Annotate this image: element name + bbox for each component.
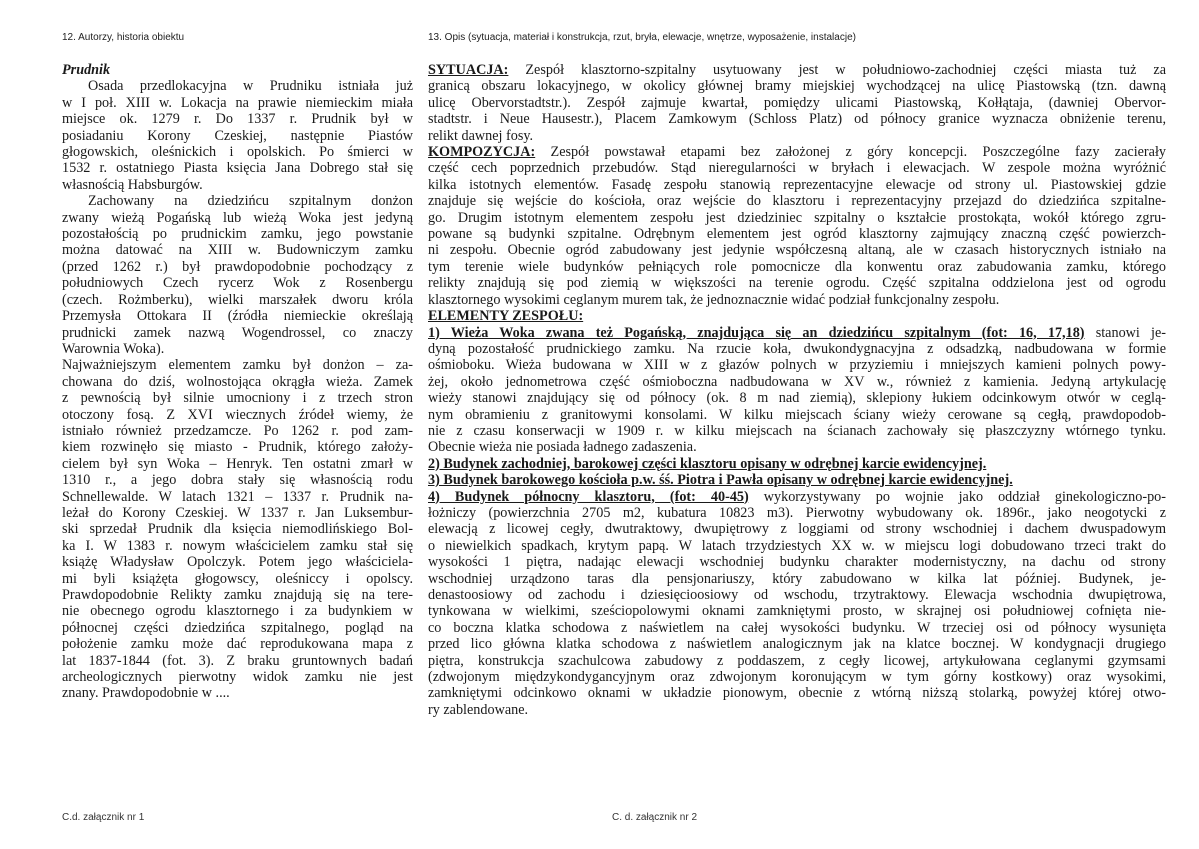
element-1-text	[428, 341, 1166, 456]
history-line: miejsce ok. 1279 r. Do 1337 r. Prudnik był w	[62, 111, 413, 128]
kompozycja-line: ni zespołu. Obecnie ogród zabudowany jest jedynie współczesną altaną, ale w czasach historycznych istniało na	[428, 242, 1166, 259]
left-section-header: 12. Autorzy, historia obiektu	[62, 32, 185, 43]
history-line: kiem rozwinęło się miasto - Prudnik, którego założy-	[62, 439, 413, 456]
kompozycja-line: część cech poprzednich przebudów. Stąd nieregularności w bryłach i elewacjach. W zespole można wyróżnić	[428, 160, 1166, 177]
elementy-heading	[428, 308, 1166, 324]
element-1-first-line	[428, 325, 1166, 341]
kompozycja-line: tym terenie wiele budynków pełniących role pomocnicze dla konwentu oraz zabudowania zamku, którego	[428, 258, 1166, 275]
history-line: nie obecnego ogrodu klasztornego i za budynkiem w	[62, 603, 413, 620]
footer-right: C. d. załącznik nr 2	[612, 812, 698, 823]
sytuacja-line: ulicę Obervorstadtstr.). Zespół zajmuje kwartał, pomiędzy ulicami Piastowską, Kołłątaja, (dawniej Obervor-	[428, 94, 1166, 111]
history-line: otoczony fosą. Z XVI wiecznych źródeł wiemy, że	[62, 406, 413, 423]
e4-line: piętra, konstrukcja szachulcowa zabudowy z poddaszem, z cegły licowej, artykułowana ceglanymi gzymsami	[428, 652, 1166, 669]
e4-line: co boczna klatka schodowa z naświetlem na całej wysokości budynku. W trzeciej osi od północy wysunięta	[428, 619, 1166, 636]
e4-line: wysokości 1 piętra, nadając elewacji wschodniej budynku charakter modernistyczny, na dachu od strony	[428, 554, 1166, 571]
kompozycja-line: znajduje się wejście do kościoła, oraz wejście do klasztoru i reprezentacyjny przejazd do dziedzińca szpitalne-	[428, 193, 1166, 210]
kompozycja-line: klasztornego wysokimi ceglanym murem tak, że jednoznacznie widać podział funkcjonalny zespołu.	[428, 291, 1000, 308]
sytuacja-label: SYTUACJA:	[428, 62, 509, 78]
kompozycja-line: kilka istotnych elementów. Fasadę zespołu stanowią reprezentacyjne elewacje od strony ul. Piastowskiej gdzie	[428, 176, 1166, 193]
sytuacja-line: relikt dawnej fosy.	[428, 127, 534, 144]
history-line: z pewnością był silnie umocniony i z trzech stron	[62, 390, 413, 407]
history-line: lat 1837-1844 (fot. 3). Z braku gruntownych badań	[62, 652, 413, 669]
e1-line: wieży stanowi znajdujący się od północy (ok. 8 m nad ziemią), sklepiony łukiem odcinkowym otwór w ceglą-	[428, 390, 1166, 407]
element-2-label: 2) Budynek zachodniej, barokowej części klasztoru opisany w odrębnej karcie ewidencyjnej.	[428, 455, 987, 472]
sytuacja-line-0: Zespół klasztorno-szpitalny usytuowany jest w południowo-zachodniej części miasta tuż za	[508, 62, 1166, 78]
history-line: w I poł. XIII w. Lokacja na prawie niemieckim miała	[62, 94, 413, 111]
history-line: znany. Prawdopodobnie w ....	[62, 685, 230, 702]
history-line: (czech. Rożmberku), wielki marszałek dworu króla	[62, 291, 413, 308]
history-line: głogowskich, oleśnickich i opolskich. Po śmierci w	[62, 144, 413, 161]
e4-line: zamkniętymi odcinkowo oknami w układzie pionowym, obecnie z wtórną niższą stolarką, powyżej której otwo-	[428, 685, 1166, 702]
element-1-line-0: stanowi je-	[1084, 324, 1166, 341]
history-title: Prudnik	[62, 62, 111, 78]
element-1-label: 1) Wieża Woka zwana też Pogańską, znajdująca się an dziedzińcu szpitalnym (fot: 16, 17,18)	[428, 324, 1085, 341]
sytuacja-text	[428, 78, 1166, 144]
element-4-line-0: wykorzystywany po wojnie jako oddział ginekologiczno-po-	[748, 488, 1166, 505]
history-line: Przemysła Ottokara II (źródła niemieckie określają	[62, 308, 413, 325]
sytuacja-line: stadtstr. i Neue Hausestr.), Placem Zamkowym (Schloss Platz) od północy granice wyznacza obniżenie terenu,	[428, 111, 1166, 128]
right-column-description	[428, 62, 1166, 718]
kompozycja-line: go. Drugim istotnym elementem zespołu jest dziedziniec szpitalny o kształcie prostokąta, wokół którego zgru-	[428, 209, 1166, 226]
history-line: ka I. W 1383 r. nowym właścicielem zamku stał się	[62, 537, 413, 554]
e4-line: przed lico główna klatka schodowa z naświetlem analogicznym jak na klatce bocznej. W kondygnacji drugiego	[428, 636, 1166, 653]
history-line: 1310 r., a jego dobra stały się własnością rodu	[62, 472, 413, 489]
e4-line: elewacją z licowej cegły, dwutraktowy, dwupiętrowy z loggiami od strony wschodniej i dachem dwuspadowym	[428, 521, 1166, 538]
history-text	[62, 78, 413, 701]
e1-line: żej, około jednometrowa część ośmioboczna nadbudowana w XV w., również z kamienia. Jedyną artykulację	[428, 373, 1166, 390]
history-line: Najważniejszym elementem zamku był donżon – za-	[62, 357, 413, 374]
element-4-first-line	[428, 489, 1166, 505]
history-line: istniało również przedzamcze. Po 1262 r. pod zam-	[62, 422, 413, 439]
kompozycja-line: relikty znajdują się pod ziemią w większości na terenie ogrodu. Część szpitalna oddzielona jest od ogrodu	[428, 275, 1166, 292]
history-line: 1532 r. ostatniego Piasta księcia Jana Dobrego stał się	[62, 160, 413, 177]
e4-line: denastoosiowy od zachodu i dziesięcioosiowy od wschodu, trzytraktowy. Elewacja wschodnia dwupiętrowa,	[428, 587, 1166, 603]
element-4-text	[428, 505, 1166, 718]
history-line: Osada przedlokacyjna w Prudniku istniała już	[88, 78, 413, 95]
e4-line: ry zablendowane.	[428, 701, 529, 718]
e1-line: nym obramieniu z granitowymi konsolami. W kilku miejscach ściany wieży cerowane są cegłą, prawdopodob-	[428, 406, 1166, 423]
history-line: Schnellewalde. W latach 1321 – 1337 r. Prudnik na-	[62, 488, 413, 505]
history-line: cielem był syn Woka – Henryk. Ten ostatni zmarł w	[62, 455, 413, 472]
element-4-label: 4) Budynek północny klasztoru, (fot: 40-45)	[428, 488, 749, 505]
history-line: położenie zamku może dać reprodukowana mapa z	[62, 636, 413, 653]
sytuacja-first-line	[428, 62, 1166, 78]
history-line: Zachowany na dziedzińcu szpitalnym donżon	[88, 193, 413, 210]
e1-line: nie z czasu konserwacji w 1909 r. w kilku miejscach na ścianach zachowały się płaszczyzny wtórnego tynku.	[428, 422, 1166, 439]
kompozycja-line: powane są budynki szpitalne. Odrębnym elementem jest ogród klasztorny zajmujący znaczną część powierzch-	[428, 226, 1166, 243]
footer-left: C.d. załącznik nr 1	[62, 812, 145, 823]
history-line: leżał do Korony Czeskiej. W 1337 r. Jan Luksembur-	[62, 504, 413, 521]
element-3	[428, 472, 1166, 488]
history-line: Prawdopodobnie Relikty zamku znajdują się na tere-	[62, 587, 413, 603]
kompozycja-first-line	[428, 144, 1166, 160]
e4-line: wschodniej urządzono taras dla pensjonariuszy, który zabudowano w kilka lat później. Budynek, je-	[428, 570, 1166, 587]
e4-line: tynkowana w wielkimi, sześciopolowymi oknami zamkniętymi prosto, w skrajnej osi południowej cofnięta nie-	[428, 603, 1166, 620]
e4-line: o niewielkich spadkach, krytym papą. W latach trzydziestych XX w. w miejscu logi dobudowano trzeci trakt do	[428, 537, 1166, 554]
element-2	[428, 456, 1166, 472]
element-3-label: 3) Budynek barokowego kościoła p.w. śś. Piotra i Pawła opisany w odrębnej karcie ewidencyjnej.	[428, 472, 1013, 489]
history-line: można datować na XIII w. Budowniczym zamku	[62, 242, 413, 259]
history-line: posiadaniu Korony Czeskiej, następnie Piastów	[62, 127, 413, 144]
history-line: pozostałością po prudnickim zamku, jego powstanie	[62, 226, 413, 243]
history-line: książę Władysław Opolczyk. Potem jego właściciela-	[62, 554, 413, 571]
history-line: chowana do dziś, wolnostojąca okrągła wieża. Zamek	[62, 373, 413, 390]
history-line: prudnicki zamek nazwą Wogendrossel, co znaczy	[62, 324, 413, 341]
e1-line: ośmioboku. Wieża budowana w XIII w z głazów polnych w przyziemiu i mniejszych kamieni polnych powy-	[428, 357, 1166, 374]
left-column-history	[62, 62, 413, 702]
elementy-label: ELEMENTY ZESPOŁU:	[428, 308, 584, 325]
sytuacja-line: granicą obszaru lokacyjnego, w okolicy głównej bramy miejskiej wychodzącej na ulicę Piastowską (tzn. dawną	[428, 78, 1166, 95]
kompozycja-label: KOMPOZYCJA:	[428, 144, 536, 161]
e4-line: (zdwojonym międzykondygancyjnym oraz zdwojonym koronującym w tym górny kostkowy) oraz wysokimi,	[428, 669, 1166, 686]
right-section-header: 13. Opis (sytuacja, materiał i konstrukcja, rzut, bryła, elewacje, wnętrze, wyposażenie, instalacje)	[428, 32, 856, 43]
history-line: archeologicznych pierwotny widok zamku nie jest	[62, 669, 413, 686]
history-line: północnej części dziedzińca szpitalnego, pogląd na	[62, 619, 413, 636]
history-line: mi byli książęta głogowscy, oleśniccy i opolscy.	[62, 570, 413, 587]
history-line: własnością Habsburgów.	[62, 176, 203, 193]
e4-line: łożniczy (powierzchnia 2705 m2, kubatura 10823 m3). Pierwotny wybudowany ok. 1896r., jako neogotycki z	[428, 504, 1166, 521]
history-line: (przed 1262 r.) był prawdopodobnie pochodzący z	[62, 258, 413, 275]
history-line: ski sprzedał Prudnik dla księcia niemodlińskiego Bol-	[62, 521, 413, 538]
kompozycja-text	[428, 160, 1166, 308]
history-line: zwany wieżą Pogańską lub wieżą Woka jest jedyną	[62, 209, 413, 226]
e1-line: Obecnie wieża nie posiada ładnego zadaszenia.	[428, 439, 697, 456]
e1-line: dyną pozostałość prudnickiego zamku. Na rzucie koła, dwukondygnacyjna z odsadzką, nadbudowana w formie	[428, 340, 1166, 357]
history-line: Warownia Woka).	[62, 340, 165, 357]
history-line: południowych Czech rycerz Wok z Rosenbergu	[62, 275, 413, 292]
kompozycja-line-0: Zespół powstawał etapami bez założonej z góry koncepcji. Poszczególne fazy zacierały	[535, 144, 1166, 161]
